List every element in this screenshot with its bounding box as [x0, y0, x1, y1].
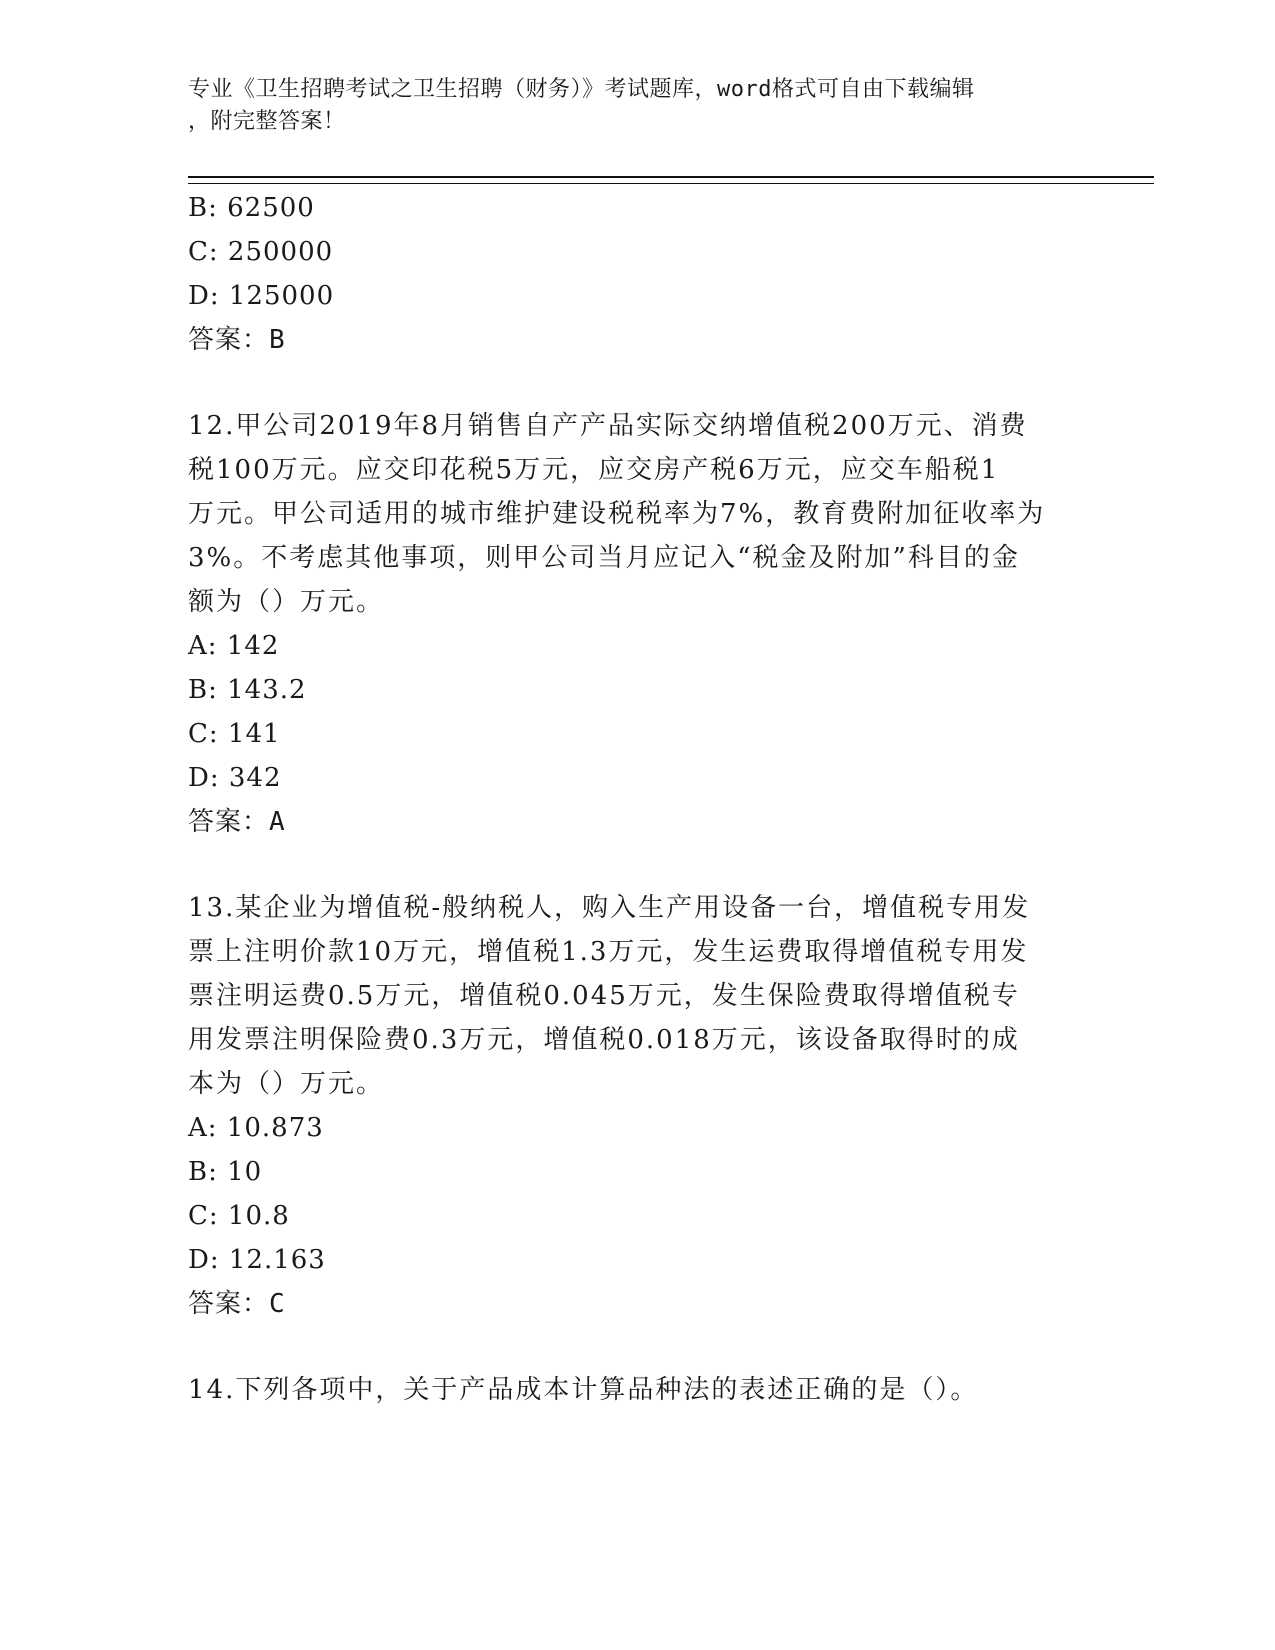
- q13-option-b: B: 10: [188, 1157, 263, 1187]
- q13-option-d: D: 12.163: [188, 1245, 326, 1275]
- q13-answer: 答案：C: [188, 1289, 286, 1319]
- header-divider-thin: [188, 183, 1154, 184]
- q12-option-d: D: 342: [188, 763, 282, 793]
- header-line-2: ，附完整答案！: [188, 109, 346, 134]
- q12-line-5: 额为（）万元。: [188, 587, 385, 617]
- document-header: [188, 74, 1068, 138]
- q13-option-a: A: 10.873: [188, 1113, 324, 1143]
- q13-line-1: 13.某企业为增值税-般纳税人，购入生产用设备一台，增值税专用发: [188, 893, 1031, 923]
- q13-line-2: 票上注明价款10万元，增值税1.3万元，发生运费取得增值税专用发: [188, 937, 1029, 967]
- q13-line-4: 用发票注明保险费0.3万元，增值税0.018万元，该设备取得时的成: [188, 1025, 1020, 1055]
- header-divider-thick: [188, 176, 1154, 178]
- prev-option-d: D: 125000: [188, 281, 335, 311]
- q12-option-c: C: 141: [188, 719, 281, 749]
- header-line-1: 专业《卫生招聘考试之卫生招聘（财务）》考试题库，word格式可自由下载编辑: [188, 77, 975, 102]
- q12-option-b: B: 143.2: [188, 675, 307, 705]
- q13-line-5: 本为（）万元。: [188, 1069, 385, 1099]
- q12-line-2: 税100万元。应交印花税5万元，应交房产税6万元，应交车船税1: [188, 455, 1000, 485]
- prev-option-c: C: 250000: [188, 237, 334, 267]
- prev-answer: 答案：B: [188, 325, 286, 355]
- q13-option-c: C: 10.8: [188, 1201, 290, 1231]
- q12-line-3: 万元。甲公司适用的城市维护建设税税率为7%，教育费附加征收率为: [188, 499, 1046, 529]
- prev-option-b: B: 62500: [188, 193, 315, 223]
- q14-line-1: 14.下列各项中，关于产品成本计算品种法的表述正确的是（）。: [188, 1375, 979, 1405]
- q12-answer: 答案：A: [188, 807, 286, 837]
- q12-line-1: 12.甲公司2019年8月销售自产产品实际交纳增值税200万元、消费: [188, 411, 1028, 441]
- q12-option-a: A: 142: [188, 631, 280, 661]
- q12-line-4: 3%。不考虑其他事项，则甲公司当月应记入“税金及附加”科目的金: [188, 543, 1020, 573]
- q13-line-3: 票注明运费0.5万元，增值税0.045万元，发生保险费取得增值税专: [188, 981, 1020, 1011]
